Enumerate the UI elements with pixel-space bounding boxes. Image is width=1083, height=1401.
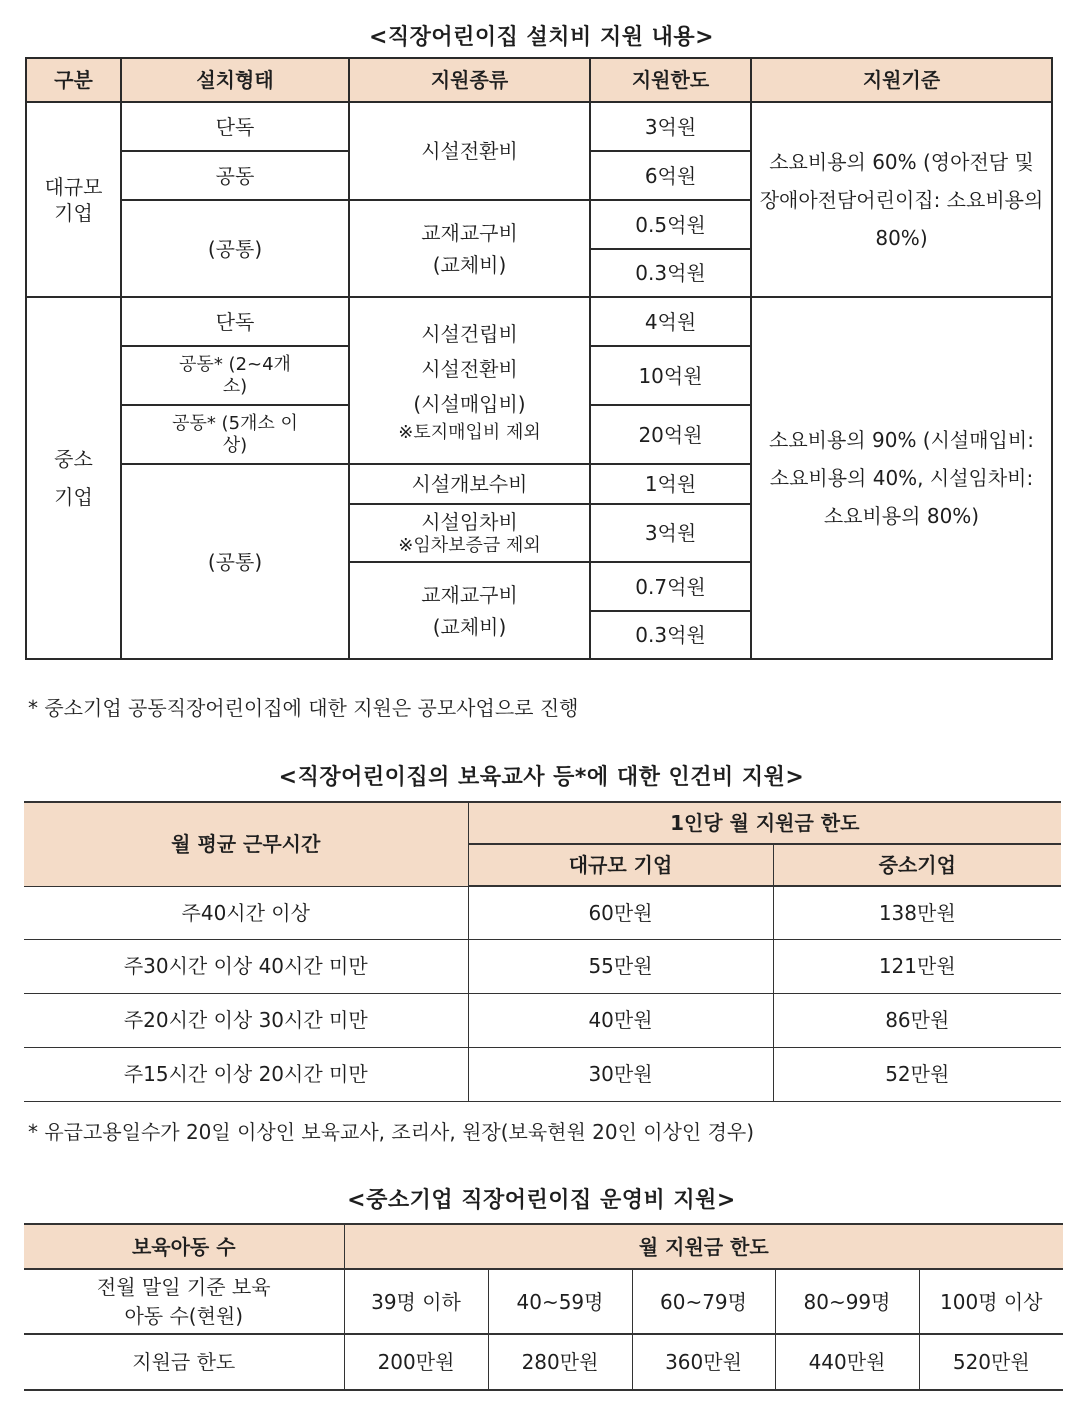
sme-type-materials: 교재교구비 (교체비)	[349, 562, 590, 659]
sme-limit-repair: 1억원	[590, 464, 751, 504]
header-limit: 지원한도	[590, 58, 751, 102]
support-amount-cell: 200만원	[344, 1334, 488, 1390]
header-criteria: 지원기준	[751, 58, 1052, 102]
large-type-materials: 교재교구비 (교체비)	[349, 200, 590, 297]
support-limit-label: 지원금 한도	[24, 1334, 344, 1390]
personnel-cost-table	[24, 801, 1061, 1102]
sme-amount-cell: 52만원	[773, 1047, 1061, 1101]
section1-note: * 중소기업 공동직장어린이집에 대한 지원은 공모사업으로 진행	[28, 696, 579, 720]
children-count-label: 전월 말일 기준 보육아동 수(현원)	[24, 1269, 344, 1334]
sme-limit-materials-2: 0.3억원	[590, 611, 751, 659]
table-row	[24, 1269, 1063, 1334]
sme-form-common: (공통)	[121, 464, 349, 659]
support-amount-cell: 440만원	[775, 1334, 919, 1390]
children-range-cell: 100명 이상	[919, 1269, 1063, 1334]
large-limit-materials-1: 0.5억원	[590, 200, 751, 249]
sme-limit-materials-1: 0.7억원	[590, 562, 751, 611]
sme-category: 중소 기업	[26, 297, 121, 659]
section2-note: * 유급고용일수가 20일 이상인 보육교사, 조리사, 원장(보육현원 20인 이상인 경우)	[28, 1120, 755, 1144]
table-row	[24, 939, 1061, 993]
hours-cell: 주20시간 이상 30시간 미만	[24, 993, 468, 1047]
large-category: 대규모 기업	[26, 102, 121, 297]
large-form-common: (공통)	[121, 200, 349, 297]
sme-amount-cell: 121만원	[773, 939, 1061, 993]
sme-limit-lease: 3억원	[590, 504, 751, 562]
hours-cell: 주30시간 이상 40시간 미만	[24, 939, 468, 993]
large-amount-cell: 30만원	[468, 1047, 773, 1101]
header-form: 설치형태	[121, 58, 349, 102]
large-form-joint: 공동	[121, 151, 349, 200]
header-children-count: 보육아동 수	[24, 1224, 344, 1269]
sme-type-lease-note: ※임차보증금 제외	[398, 535, 541, 557]
section2-title: <직장어린이집의 보육교사 등*에 대한 인건비 지원>	[278, 765, 805, 790]
header-hours: 월 평균 근무시간	[24, 802, 468, 886]
table-row	[24, 1334, 1063, 1390]
support-amount-cell: 520만원	[919, 1334, 1063, 1390]
large-type-conversion: 시설전환비	[349, 102, 590, 200]
operating-cost-table	[24, 1223, 1063, 1391]
table-row	[24, 1047, 1061, 1101]
large-limit-single: 3억원	[590, 102, 751, 151]
hours-cell: 주15시간 이상 20시간 미만	[24, 1047, 468, 1101]
sme-type-purchase-label: (시설매입비)	[413, 392, 526, 417]
section3-title: <중소기업 직장어린이집 운영비 지원>	[347, 1188, 736, 1213]
sme-criteria: 소요비용의 90% (시설매입비: 소요비용의 40%, 시설임차비: 소요비용의 80%)	[751, 297, 1052, 659]
sme-type-land-note: ※토지매입비 제외	[398, 422, 541, 444]
installation-cost-table	[25, 57, 1053, 660]
sme-form-joint-large: 공동* (5개소 이상)	[121, 405, 349, 464]
header-large-company: 대규모 기업	[468, 844, 773, 886]
support-amount-cell: 280만원	[488, 1334, 632, 1390]
large-limit-materials-2: 0.3억원	[590, 249, 751, 297]
header-category: 구분	[26, 58, 121, 102]
header-type: 지원종류	[349, 58, 590, 102]
sme-type-repair: 시설개보수비	[349, 464, 590, 504]
sme-amount-cell: 138만원	[773, 886, 1061, 939]
sme-limit-joint-small: 10억원	[590, 346, 751, 405]
large-amount-cell: 40만원	[468, 993, 773, 1047]
header-sme: 중소기업	[773, 844, 1061, 886]
children-range-cell: 39명 이하	[344, 1269, 488, 1334]
large-amount-cell: 55만원	[468, 939, 773, 993]
table-row	[24, 993, 1061, 1047]
sme-type-lease-label: 시설임차비	[421, 510, 518, 535]
sme-limit-joint-large: 20억원	[590, 405, 751, 464]
sme-limit-single: 4억원	[590, 297, 751, 346]
children-range-cell: 80~99명	[775, 1269, 919, 1334]
large-limit-joint: 6억원	[590, 151, 751, 200]
header-monthly-support: 월 지원금 한도	[344, 1224, 1063, 1269]
support-amount-cell: 360만원	[632, 1334, 775, 1390]
header-monthly-limit: 1인당 월 지원금 한도	[468, 802, 1061, 844]
hours-cell: 주40시간 이상	[24, 886, 468, 939]
children-range-cell: 60~79명	[632, 1269, 775, 1334]
large-form-single: 단독	[121, 102, 349, 151]
children-range-cell: 40~59명	[488, 1269, 632, 1334]
sme-type-convert-label: 시설전환비	[421, 357, 518, 382]
table-row	[24, 886, 1061, 939]
sme-form-single: 단독	[121, 297, 349, 346]
sme-type-build	[349, 297, 590, 464]
sme-type-lease	[349, 504, 590, 562]
sme-form-joint-small: 공동* (2~4개소)	[121, 346, 349, 405]
large-amount-cell: 60만원	[468, 886, 773, 939]
section1-title: <직장어린이집 설치비 지원 내용>	[368, 25, 715, 50]
sme-type-build-label: 시설건립비	[421, 322, 518, 347]
large-criteria: 소요비용의 60% (영아전담 및 장애아전담어린이집: 소요비용의 80%)	[751, 102, 1052, 297]
sme-amount-cell: 86만원	[773, 993, 1061, 1047]
